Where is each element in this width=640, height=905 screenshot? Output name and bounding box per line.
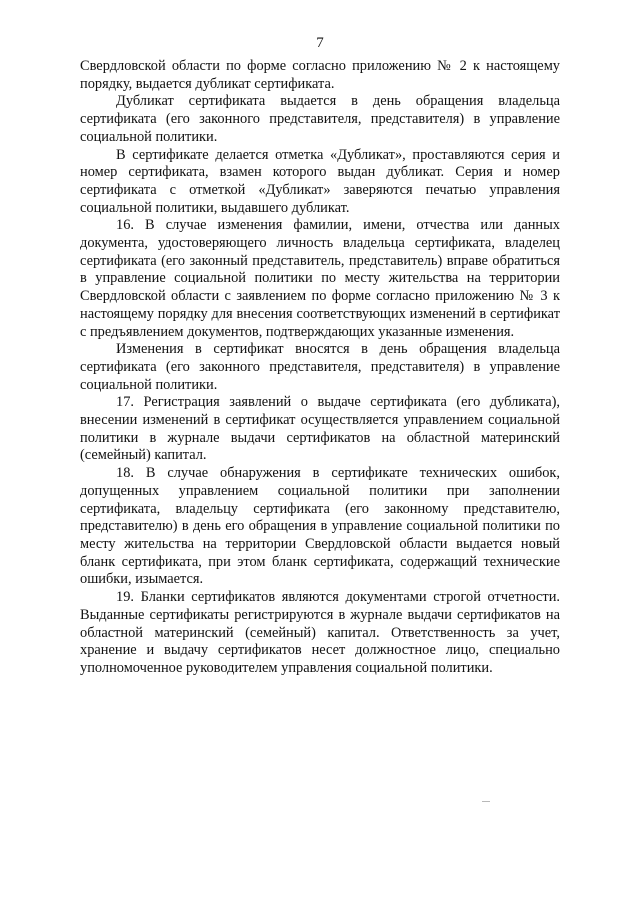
paragraph-duplicate-issue-day: Дубликат сертификата выдается в день обращения владельца сертификата (его законного представителя, представителя) в управление социальной политики. [80,93,560,145]
paragraph-duplicate-issued: Свердловской области по форме согласно приложению № 2 к настоящему порядку, выдается дубликат сертификата. [80,58,560,92]
paragraph-item-16: 16. В случае изменения фамилии, имени, отчества или данных документа, удостоверяющего личность владельца сертификата, владелец сертификата (его законный представитель, представитель) вправе обратиться в управление социальной политики по месту жительства на территории Свердловской области с заявлением по форме согласно приложению № 3 к настоящему порядку для внесения соответствующих изменений в сертификат с предъявлением документов, подтверждающих указанные изменения. [80,217,560,340]
scan-speck [482,801,490,802]
paragraph-duplicate-mark: В сертификате делается отметка «Дубликат», проставляются серия и номер сертификата, взамен которого выдан дубликат. Серия и номер сертификата с отметкой «Дубликат» заверяются печатью управления социальной политики, выдавшего дубликат. [80,146,560,216]
paragraph-changes-day: Изменения в сертификат вносятся в день обращения владельца сертификата (его законного представителя, представителя) в управление социальной политики. [80,341,560,393]
paragraph-item-19: 19. Бланки сертификатов являются документами строгой отчетности. Выданные сертификаты регистрируются в журнале выдачи сертификатов на областной материнский (семейный) капитал. Ответственность за учет, хранение и выдачу сертификатов несет должностное лицо, специально уполномоченное руководителем управления социальной политики. [80,589,560,676]
paragraph-item-17: 17. Регистрация заявлений о выдаче сертификата (его дубликата), внесении изменений в сертификат осуществляется управлением социальной политики в журнале выдачи сертификатов на областной материнский (семейный) капитал. [80,394,560,464]
page-number: 7 [316,35,324,51]
paragraph-item-18: 18. В случае обнаружения в сертификате технических ошибок, допущенных управлением социальной политики при заполнении сертификата, владельцу сертификата (его законному представителю, представителю) в день его обращения в управление социальной политики по месту жительства на территории Свердловской области выдается новый бланк сертификата, при этом бланк сертификата, содержащий технические ошибки, изымается. [80,465,560,588]
body-text [80,58,560,678]
